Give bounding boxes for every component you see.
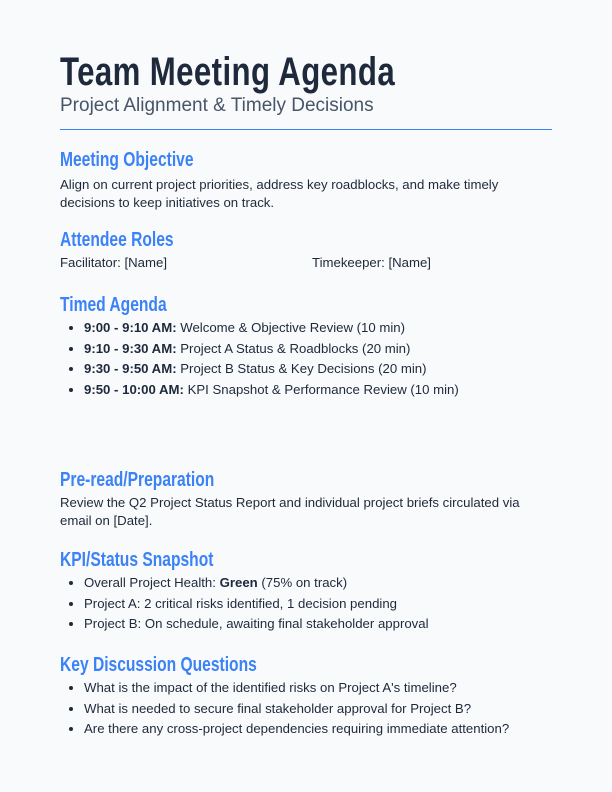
question-item: • Are there any cross-project dependencies requiring immediate attention? (84, 719, 552, 740)
section-heading: KPI/Status Snapshot (60, 549, 214, 571)
section-kpi (60, 549, 552, 635)
agenda-topic: KPI Snapshot & Performance Review (10 min) (183, 381, 459, 397)
section-roles (60, 229, 552, 272)
kpi-item: • Project B: On schedule, awaiting final stakeholder approval (84, 614, 552, 635)
question-item: • What is needed to secure final stakeholder approval for Project B? (84, 699, 552, 720)
agenda-item (84, 318, 552, 339)
question-item: • What is the impact of the identified risks on Project A's timeline? (84, 678, 552, 699)
page-header (60, 50, 552, 95)
agenda-time: 9:50 - 10:00 AM: (84, 381, 184, 397)
section-heading: Key Discussion Questions (60, 654, 257, 676)
kpi-item: • Project A: 2 critical risks identified, 1 decision pending (84, 594, 552, 615)
questions-list (60, 678, 552, 740)
agenda-item (84, 359, 552, 380)
agenda-list (60, 318, 552, 400)
section-heading: Attendee Roles (60, 229, 174, 251)
kpi-label: Overall Project Health: (84, 575, 220, 590)
section-questions (60, 654, 552, 740)
agenda-topic: Project B Status & Key Decisions (20 min) (176, 361, 427, 376)
agenda-item (84, 380, 552, 401)
timekeeper-role: Timekeeper: [Name] (312, 255, 431, 270)
page-subtitle: Project Alignment & Timely Decisions (60, 95, 374, 116)
section-agenda (60, 294, 552, 400)
section-objective (60, 149, 552, 212)
page-title: Team Meeting Agenda (60, 50, 396, 94)
header-divider (60, 129, 552, 130)
facilitator-role: Facilitator: [Name] (60, 255, 167, 270)
objective-text: Align on current project priorities, address key roadblocks, and make timely decisions to keep initiatives on track. (60, 177, 499, 210)
preread-text: Review the Q2 Project Status Report and individual project briefs circulated via email on [Date]. (60, 495, 520, 528)
agenda-time: 9:10 - 9:30 AM: (84, 340, 177, 356)
agenda-time: 9:00 - 9:10 AM: (84, 320, 177, 335)
agenda-topic: Project A Status & Roadblocks (20 min) (176, 340, 411, 356)
section-preread (60, 469, 552, 530)
agenda-item (84, 339, 552, 360)
health-status: Green (219, 575, 258, 590)
kpi-detail: (75% on track) (257, 575, 348, 590)
agenda-time: 9:30 - 9:50 AM: (84, 361, 177, 376)
section-heading: Pre-read/Preparation (60, 469, 215, 491)
kpi-list (60, 573, 552, 635)
section-heading: Meeting Objective (60, 149, 194, 171)
kpi-item (84, 573, 552, 594)
agenda-topic: Welcome & Objective Review (10 min) (176, 320, 406, 335)
section-heading: Timed Agenda (60, 294, 167, 316)
